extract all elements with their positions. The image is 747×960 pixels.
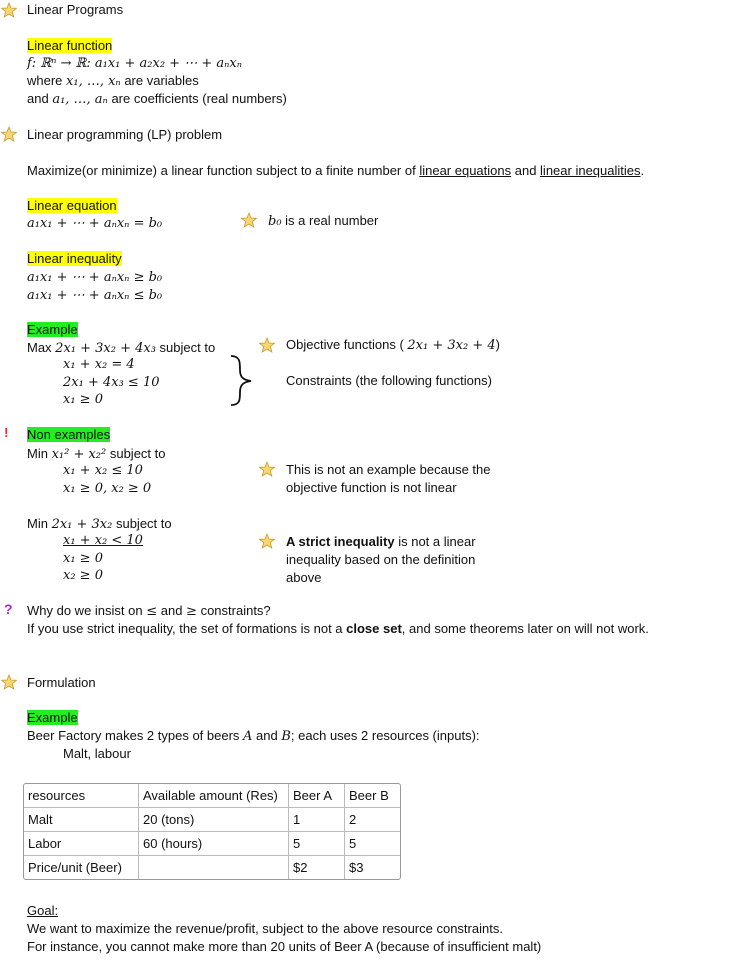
section-title-linear-programs: Linear Programs bbox=[27, 2, 124, 17]
table-cell: Malt bbox=[24, 808, 139, 832]
table-header-cell: Beer A bbox=[289, 784, 345, 808]
star-icon bbox=[259, 337, 275, 353]
b0-note: b₀ is a real number bbox=[268, 213, 379, 229]
nonexample-1-objective: Min x₁² + x₂² subject to bbox=[27, 446, 166, 462]
star-icon bbox=[259, 461, 275, 477]
nonexample-2-constraint-3: x₂ ≥ 0 bbox=[63, 568, 103, 583]
curly-brace-icon bbox=[226, 352, 256, 410]
section-title-lp-problem: Linear programming (LP) problem bbox=[27, 127, 223, 142]
objective-functions-note: Objective functions ( 2x₁ + 3x₂ + 4) bbox=[286, 337, 500, 353]
linear-equation-label: Linear equation bbox=[27, 198, 117, 213]
table-row bbox=[24, 856, 400, 879]
linear-function-label: Linear function bbox=[27, 38, 113, 53]
maximize-line: Maximize(or minimize) a linear function subject to a finite number of linear equations and linear inequalities. bbox=[27, 163, 645, 178]
nonexample-1-note-line-2: objective function is not linear bbox=[286, 480, 457, 495]
example-constraint-3: x₁ ≥ 0 bbox=[63, 392, 103, 407]
question-icon: ? bbox=[4, 601, 13, 617]
non-examples-label: Non examples bbox=[27, 427, 111, 442]
table-row bbox=[24, 808, 400, 832]
example-label: Example bbox=[27, 322, 78, 337]
beer-factory-description: Beer Factory makes 2 types of beers A and B; each uses 2 resources (inputs): bbox=[27, 728, 480, 744]
where-line: where x₁, …, xₙ are variables bbox=[27, 73, 199, 89]
table-cell: 1 bbox=[289, 808, 345, 832]
table-cell: Price/unit (Beer) bbox=[24, 856, 139, 879]
example-constraint-1: x₁ + x₂ = 4 bbox=[63, 357, 135, 372]
linear-inequality-le: a₁x₁ + ⋯ + aₙxₙ ≤ b₀ bbox=[27, 288, 163, 303]
goal-label: Goal: bbox=[27, 903, 59, 918]
table-header-row bbox=[24, 784, 400, 808]
goal-line-1: We want to maximize the revenue/profit, subject to the above resource constraints. bbox=[27, 921, 503, 936]
constraints-note: Constraints (the following functions) bbox=[286, 373, 492, 388]
answer-line: If you use strict inequality, the set of formations is not a close set, and some theorems later on will not work. bbox=[27, 621, 649, 636]
star-icon bbox=[1, 126, 17, 142]
table-row bbox=[24, 832, 400, 856]
star-icon bbox=[241, 212, 257, 228]
star-icon bbox=[1, 674, 17, 690]
table-cell: Labor bbox=[24, 832, 139, 856]
linear-function-formula: f: ℝⁿ → ℝ: a₁x₁ + a₂x₂ + ⋯ + aₙxₙ bbox=[27, 56, 242, 71]
nonexample-2-objective: Min 2x₁ + 3x₂ subject to bbox=[27, 516, 172, 532]
linear-inequalities-link[interactable]: linear inequalities bbox=[540, 163, 641, 178]
table-cell: 60 (hours) bbox=[139, 832, 289, 856]
linear-inequality-label: Linear inequality bbox=[27, 251, 122, 266]
table-cell: $3 bbox=[349, 860, 364, 875]
nonexample-2-note-line-3: above bbox=[286, 570, 322, 585]
nonexample-2-constraint-1: x₁ + x₂ < 10 bbox=[63, 533, 143, 548]
star-icon bbox=[1, 2, 17, 18]
table-cell: 5 bbox=[289, 832, 345, 856]
resources-table bbox=[23, 783, 401, 880]
goal-line-2: For instance, you cannot make more than 20 units of Beer A (because of insufficient malt) bbox=[27, 939, 542, 954]
star-icon bbox=[259, 533, 275, 549]
question-line: Why do we insist on ≤ and ≥ constraints? bbox=[27, 603, 271, 619]
nonexample-1-constraint-2: x₁ ≥ 0, x₂ ≥ 0 bbox=[63, 481, 152, 496]
section-title-formulation: Formulation bbox=[27, 675, 96, 690]
example-constraint-2: 2x₁ + 4x₃ ≤ 10 bbox=[63, 375, 160, 390]
linear-equations-link[interactable]: linear equations bbox=[419, 163, 512, 178]
table-header-cell: Available amount (Res) bbox=[139, 784, 289, 808]
table-header-cell: resources bbox=[24, 784, 139, 808]
table-cell: 2 bbox=[345, 808, 400, 832]
table-header-cell: Beer B bbox=[345, 784, 400, 808]
and-line: and a₁, …, aₙ are coefficients (real numbers) bbox=[27, 91, 287, 107]
table-cell: 5 bbox=[345, 832, 400, 856]
example-objective-line: Max 2x₁ + 3x₂ + 4x₃ subject to bbox=[27, 340, 216, 356]
nonexample-2-note-line-1: A strict inequality is not a linear bbox=[286, 534, 476, 549]
linear-equation-formula: a₁x₁ + ⋯ + aₙxₙ = b₀ bbox=[27, 216, 163, 231]
linear-inequality-ge: a₁x₁ + ⋯ + aₙxₙ ≥ b₀ bbox=[27, 270, 163, 285]
table-cell: $2 bbox=[289, 856, 345, 879]
nonexample-1-note-line-1: This is not an example because the bbox=[286, 462, 491, 477]
nonexample-1-constraint-1: x₁ + x₂ ≤ 10 bbox=[63, 463, 143, 478]
exclamation-icon: ! bbox=[4, 425, 9, 440]
nonexample-2-constraint-2: x₁ ≥ 0 bbox=[63, 551, 103, 566]
table-cell: 20 (tons) bbox=[139, 808, 289, 832]
nonexample-2-note-line-2: inequality based on the definition bbox=[286, 552, 476, 567]
resources-line: Malt, labour bbox=[63, 746, 131, 761]
table-cell bbox=[139, 856, 289, 879]
formulation-example-label: Example bbox=[27, 710, 78, 725]
